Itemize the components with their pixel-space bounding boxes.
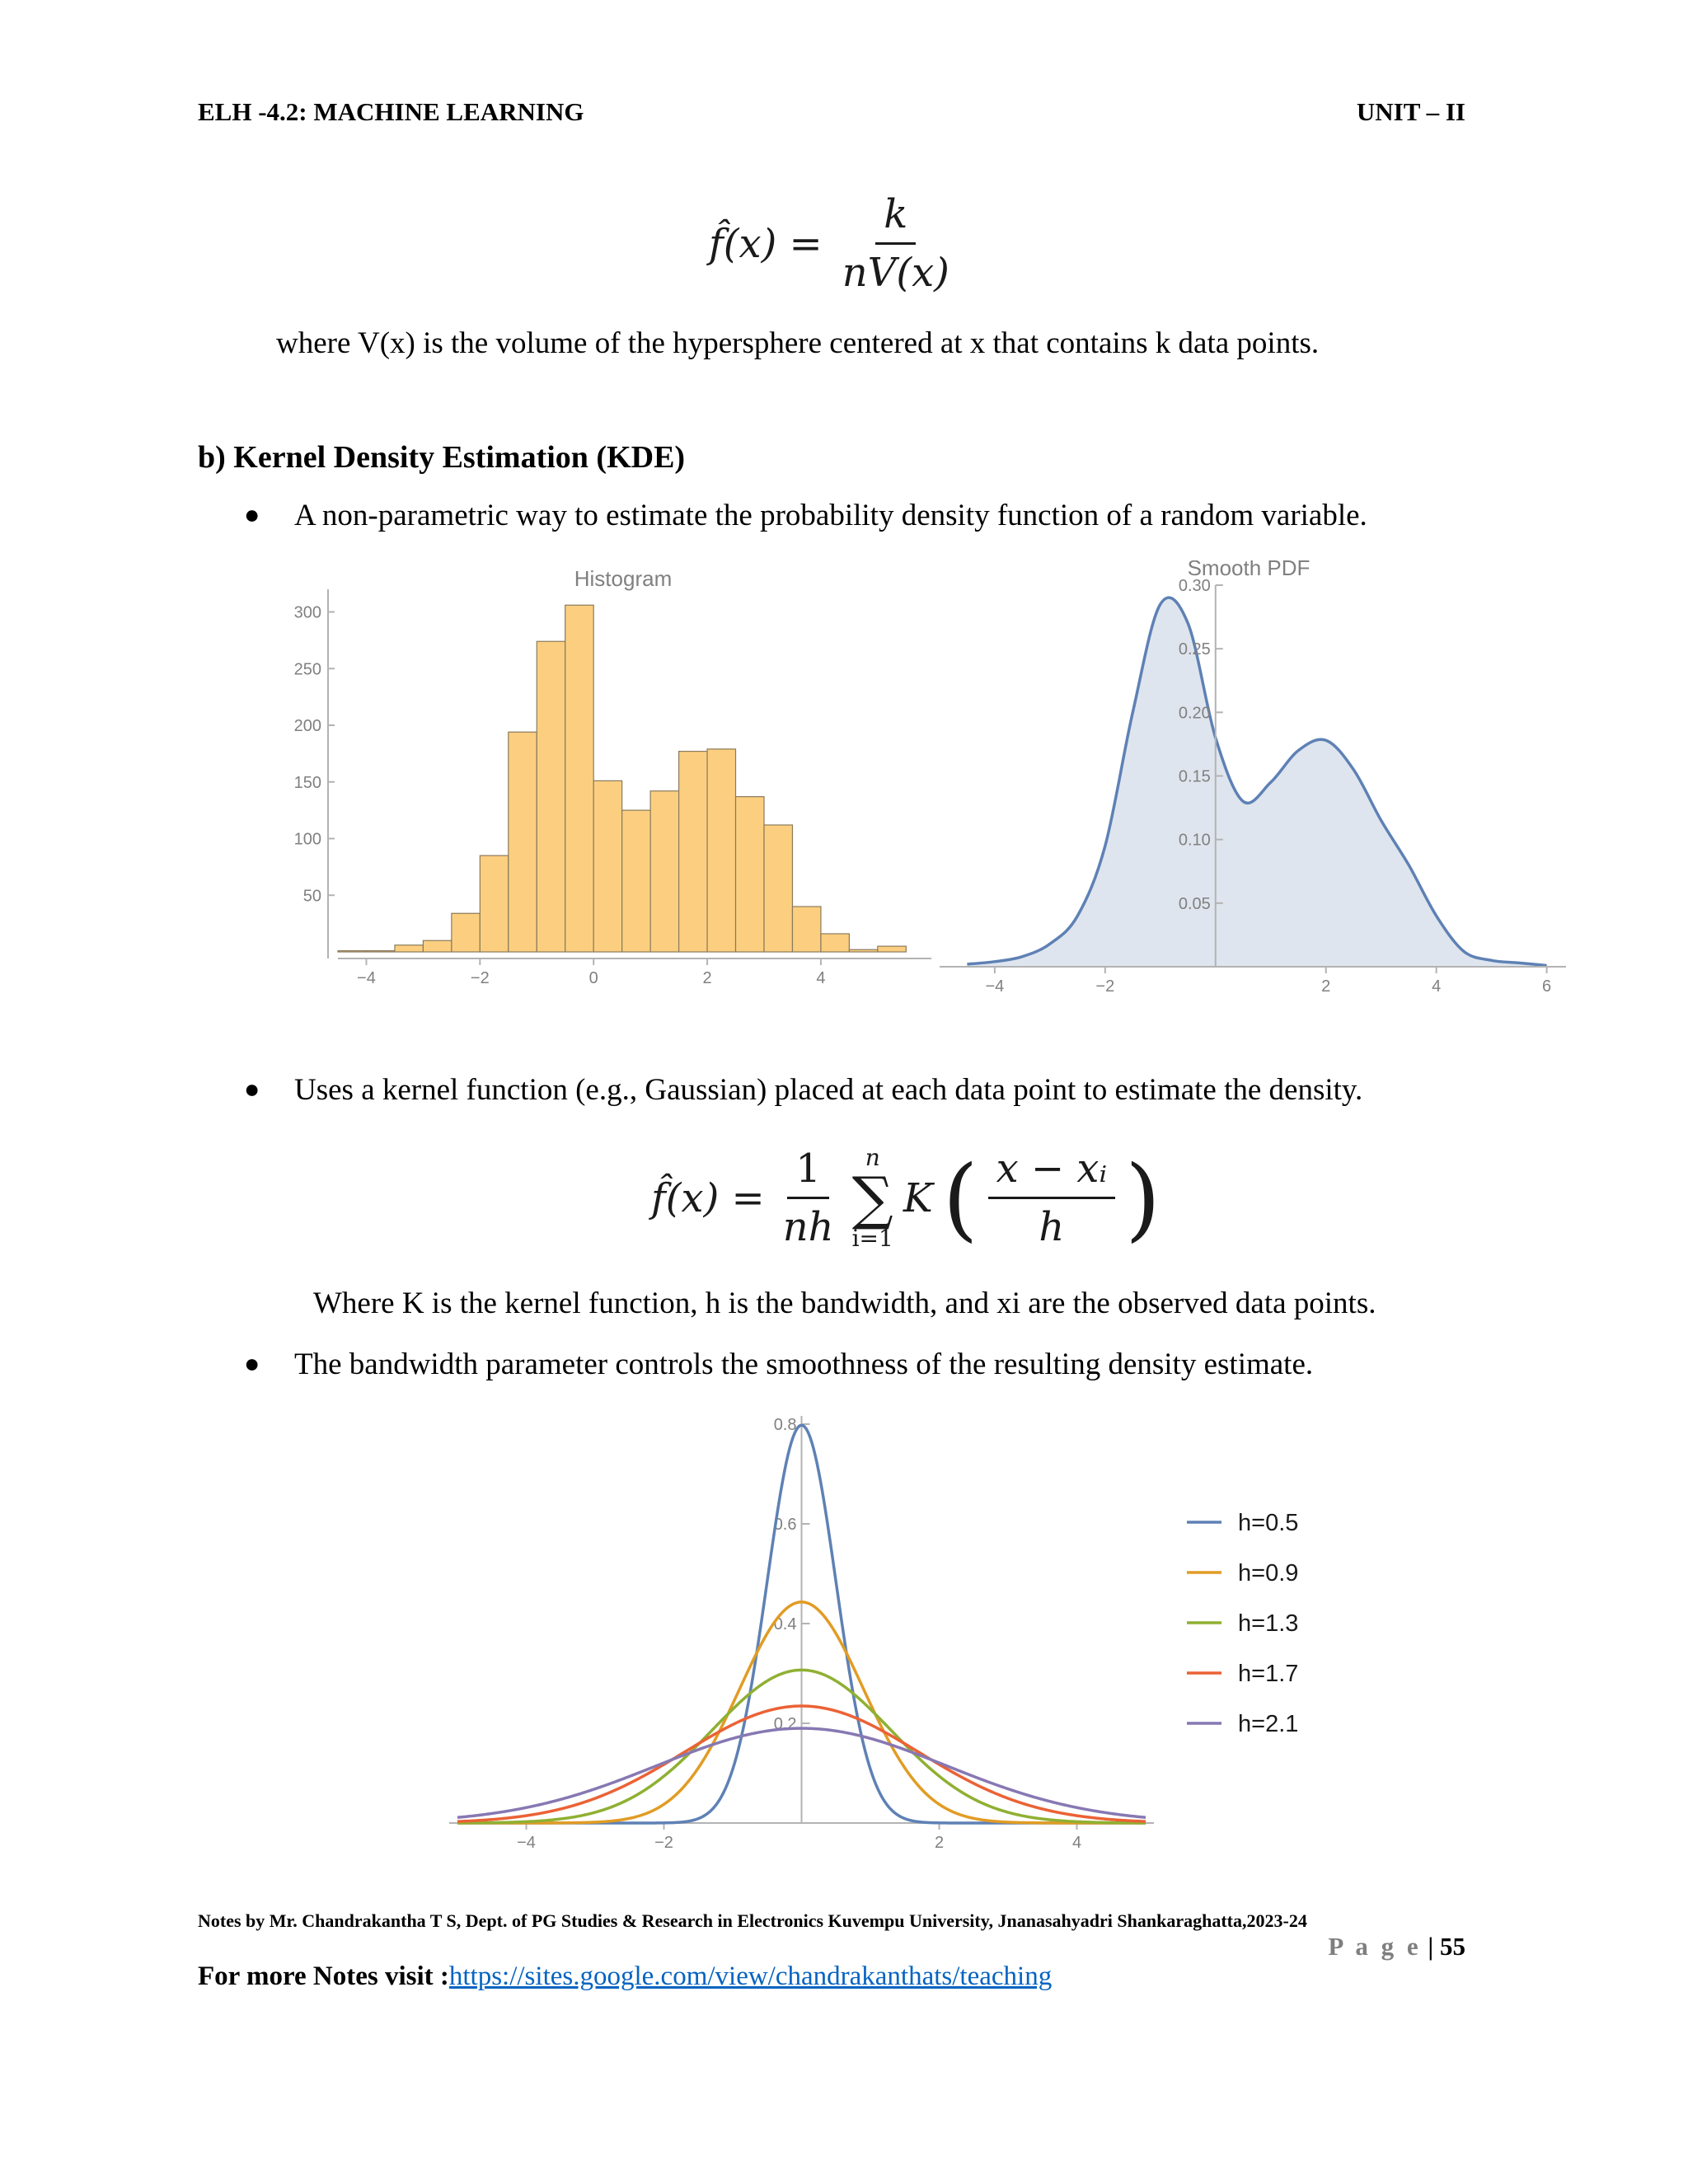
page-label: P a g e bbox=[1328, 1932, 1422, 1961]
footer-more-notes bbox=[198, 1961, 1052, 1992]
histogram-bar bbox=[338, 951, 366, 952]
bandwidth-x-tick-label: −4 bbox=[517, 1834, 536, 1852]
bandwidth-x-tick-label: 2 bbox=[934, 1834, 945, 1852]
pdf-x-tick-label: 6 bbox=[1542, 977, 1552, 996]
pdf-x-tick-label: 4 bbox=[1432, 977, 1442, 996]
formula2-summation bbox=[851, 1143, 893, 1252]
histogram-bar bbox=[480, 855, 508, 952]
histogram-bar bbox=[679, 752, 707, 952]
summation-symbol: ∑ bbox=[851, 1164, 893, 1232]
bandwidth-y-tick-label: 0.6 bbox=[773, 1516, 797, 1534]
histogram-x-tick-label: −4 bbox=[357, 969, 376, 987]
formula2-kernel: K bbox=[903, 1174, 933, 1221]
header-right: UNIT – II bbox=[1356, 97, 1465, 126]
bullet-dot-2: ● bbox=[244, 1074, 260, 1104]
bandwidth-chart bbox=[429, 1405, 1401, 1867]
pdf-y-tick-label: 0.25 bbox=[1178, 640, 1211, 659]
legend-label: h=1.3 bbox=[1238, 1610, 1299, 1637]
legend-label: h=0.9 bbox=[1238, 1560, 1299, 1586]
formula2-denominator: nh bbox=[782, 1204, 834, 1250]
bandwidth-x-tick-label: −2 bbox=[654, 1834, 673, 1852]
formula2-numerator: 1 bbox=[787, 1146, 829, 1199]
bullet-3-text: The bandwidth parameter controls the smoothness of the resulting density estimate. bbox=[294, 1347, 1314, 1381]
paragraph-where-k: Where K is the kernel function, h is the bandwidth, and xi are the observed data points. bbox=[313, 1286, 1376, 1320]
histogram-bar bbox=[565, 605, 593, 952]
histogram-y-tick-label: 250 bbox=[293, 660, 321, 679]
histogram-x-tick-label: 4 bbox=[816, 969, 826, 987]
formula2-inner-numerator: x − xᵢ bbox=[988, 1146, 1116, 1199]
pdf-y-tick-label: 0.10 bbox=[1178, 831, 1211, 850]
kde-charts-row bbox=[272, 560, 1574, 1010]
formula2-inner-fraction bbox=[988, 1146, 1116, 1250]
histogram-chart bbox=[294, 566, 931, 987]
pdf-y-tick-label: 0.05 bbox=[1178, 894, 1211, 913]
pdf-x-tick-label: −4 bbox=[985, 977, 1005, 996]
left-paren: ( bbox=[942, 1145, 978, 1251]
legend-label: h=2.1 bbox=[1238, 1711, 1299, 1737]
page-indicator bbox=[1328, 1932, 1465, 1961]
histogram-y-tick-label: 200 bbox=[293, 717, 321, 735]
histogram-x-tick-label: 0 bbox=[588, 969, 598, 987]
pdf-x-tick-label: −2 bbox=[1095, 977, 1115, 996]
bullet-1-text: A non-parametric way to estimate the probability density function of a random variable. bbox=[294, 499, 1367, 532]
bullet-2-text: Uses a kernel function (e.g., Gaussian) placed at each data point to estimate the density. bbox=[294, 1073, 1363, 1107]
histogram-bar bbox=[821, 934, 849, 952]
histogram-bar bbox=[736, 797, 764, 952]
footer-notes: Notes by Mr. Chandrakantha T S, Dept. of PG Studies & Research in Electronics Kuvempu University, Jnanasahyadri Shankaraghatta,2023-24 bbox=[198, 1910, 1307, 1931]
histogram-bar bbox=[792, 907, 820, 952]
histogram-bar bbox=[395, 945, 423, 952]
section-title-kde: b) Kernel Density Estimation (KDE) bbox=[198, 440, 686, 475]
histogram-bar bbox=[509, 732, 537, 952]
header-left: ELH -4.2: MACHINE LEARNING bbox=[198, 97, 584, 126]
smooth-pdf-title: Smooth PDF bbox=[1187, 560, 1311, 580]
legend-label: h=1.7 bbox=[1238, 1661, 1299, 1687]
smooth-pdf-chart bbox=[940, 560, 1566, 996]
bullet-dot-1: ● bbox=[244, 499, 260, 529]
histogram-y-tick-label: 150 bbox=[293, 773, 321, 792]
legend-label: h=0.5 bbox=[1238, 1510, 1299, 1536]
histogram-bar bbox=[366, 951, 394, 952]
histogram-bar bbox=[593, 780, 621, 952]
formula2-inner-denominator: h bbox=[1039, 1204, 1065, 1250]
more-notes-prefix: For more Notes visit : bbox=[198, 1961, 449, 1991]
formula1-fraction bbox=[834, 191, 958, 296]
histogram-y-tick-label: 50 bbox=[302, 887, 321, 906]
pdf-area-fill bbox=[967, 598, 1546, 967]
histogram-bar bbox=[878, 946, 906, 952]
formula1-denominator: nV(x) bbox=[842, 250, 950, 296]
notes-link[interactable]: https://sites.google.com/view/chandrakanthats/teaching bbox=[448, 1961, 1053, 1991]
histogram-bar bbox=[423, 940, 451, 952]
histogram-x-tick-label: 2 bbox=[702, 969, 712, 987]
histogram-bar bbox=[650, 791, 678, 952]
formula2-sum-top: n bbox=[865, 1143, 880, 1171]
formula2-fraction bbox=[775, 1146, 842, 1250]
bandwidth-x-tick-label: 4 bbox=[1071, 1834, 1082, 1852]
right-paren: ) bbox=[1125, 1145, 1161, 1251]
histogram-y-tick-label: 300 bbox=[293, 603, 321, 622]
histogram-title: Histogram bbox=[574, 566, 673, 591]
paragraph-where-v: where V(x) is the volume of the hypersphere centered at x that contains k data points. bbox=[276, 326, 1320, 360]
formula2-sum-bottom: i=1 bbox=[851, 1224, 893, 1252]
pdf-y-tick-label: 0.15 bbox=[1178, 767, 1211, 786]
formula2-lhs: f̂(x) = bbox=[651, 1174, 765, 1221]
histogram-bar bbox=[764, 825, 792, 952]
bandwidth-y-tick-label: 0.4 bbox=[773, 1615, 797, 1633]
pdf-y-tick-label: 0.20 bbox=[1178, 704, 1211, 723]
histogram-bar bbox=[452, 913, 480, 952]
bandwidth-y-tick-label: 0.2 bbox=[773, 1715, 797, 1733]
formula1-numerator: k bbox=[875, 191, 916, 245]
histogram-bar bbox=[707, 749, 735, 952]
histogram-y-tick-label: 100 bbox=[293, 830, 321, 849]
pdf-y-tick-label: 0.30 bbox=[1178, 577, 1211, 595]
page-number: | 55 bbox=[1428, 1932, 1465, 1961]
formula-kde bbox=[651, 1143, 1161, 1252]
histogram-bar bbox=[622, 810, 650, 952]
histogram-bar bbox=[537, 641, 565, 952]
histogram-bar bbox=[849, 949, 877, 952]
bandwidth-y-tick-label: 0.8 bbox=[773, 1416, 797, 1434]
formula-knn-density bbox=[709, 191, 958, 296]
histogram-x-tick-label: −2 bbox=[470, 969, 490, 987]
bullet-dot-3: ● bbox=[244, 1348, 260, 1378]
formula1-lhs: f̂(x) = bbox=[709, 220, 823, 267]
pdf-x-tick-label: 2 bbox=[1321, 977, 1331, 996]
